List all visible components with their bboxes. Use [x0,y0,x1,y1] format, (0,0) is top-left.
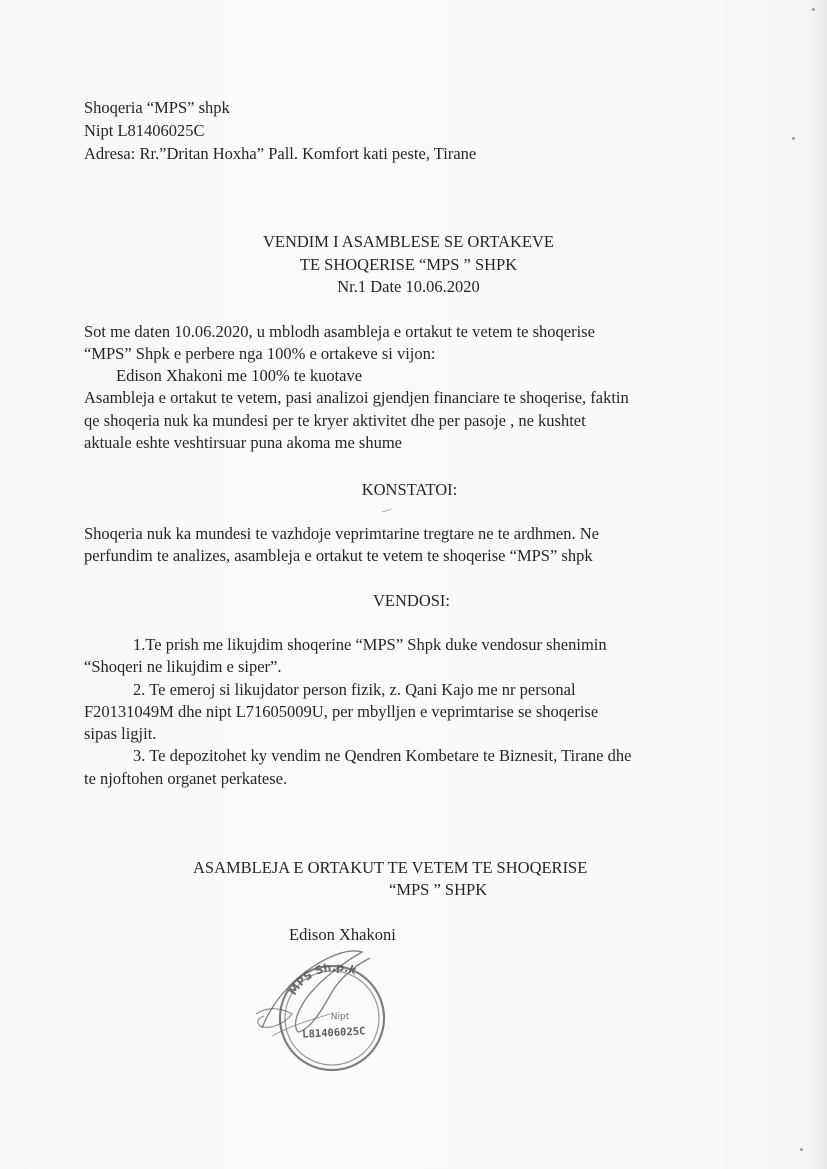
vendosi-item1-line2: “Shoqeri ne likujdim e siper”. [84,657,282,676]
document-title-line3: Nr.1 Date 10.06.2020 [337,277,480,296]
signature-assembly-line2: “MPS ” SHPK [389,880,488,899]
document-title-line1: VENDIM I ASAMBLESE SE ORTAKEVE [262,232,555,251]
vendosi-item1-line1: 1.Te prish me likujdim shoqerine “MPS” Shpk duke vendosur shenimin [133,635,607,654]
scan-mark [382,508,392,512]
intro-line-4: Asambleja e ortakut te vetem, pasi analizoi gjendjen financiare te shoqerise, faktin [84,388,629,407]
company-stamp [252,940,402,1080]
vendosi-item3-line1: 3. Te depozitohet ky vendim ne Qendren Kombetare te Biznesit, Tirane dhe [133,746,632,765]
vendosi-item2-line3: sipas ligjit. [84,724,157,743]
page-edge-shadow [813,0,827,1169]
stamp-seal-graphic [252,940,402,1080]
vendosi-item2-line1: 2. Te emeroj si likujdator person fizik, z. Qani Kajo me nr personal [133,680,576,699]
vendosi-item3-line2: te njoftohen organet perkatese. [84,769,288,788]
scan-speck [800,1148,803,1151]
header-address: Adresa: Rr.”Dritan Hoxha” Pall. Komfort kati peste, Tirane [84,144,477,163]
signature-assembly-line1: ASAMBLEJA E ORTAKUT TE VETEM TE SHOQERISE [193,858,588,877]
konstatoi-line-1: Shoqeria nuk ka mundesi te vazhdoje veprimtarine tregtare ne te ardhmen. Ne [84,524,599,543]
signature-name: Edison Xhakoni [289,925,396,944]
intro-line-3: Edison Xhakoni me 100% te kuotave [116,366,363,385]
stamp-nipt-label: Nipt [330,1012,350,1022]
vendosi-heading: VENDOSI: [373,591,450,610]
konstatoi-line-2: perfundim te analizes, asambleja e ortakut te vetem te shoqerise “MPS” shpk [84,546,593,565]
intro-line-1: Sot me daten 10.06.2020, u mblodh asambleja e ortakut te vetem te shoqerise [84,322,595,341]
intro-line-2: “MPS” Shpk e perbere nga 100% e ortakeve si vijon: [84,344,436,363]
header-company: Shoqeria “MPS” shpk [84,98,230,117]
intro-line-6: aktuale eshte veshtirsuar puna akoma me shume [84,433,402,452]
header-nipt: Nipt L81406025C [84,121,205,140]
vendosi-item2-line2: F20131049M dhe nipt L71605009U, per mbylljen e veprimtarise se shoqerise [84,702,599,721]
scan-speck [792,137,795,140]
signature-scribble [262,951,370,1032]
intro-line-5: qe shoqeria nuk ka mundesi per te kryer aktivitet dhe per pasoje , ne kushtet [84,411,586,430]
konstatoi-heading: KONSTATOI: [361,480,458,499]
stamp-company-arc-text: MPS Sh.p.k [286,960,359,998]
stamp-nipt-value: L81406025C [301,1025,366,1041]
document-title-line2: TE SHOQERISE “MPS ” SHPK [299,255,518,274]
